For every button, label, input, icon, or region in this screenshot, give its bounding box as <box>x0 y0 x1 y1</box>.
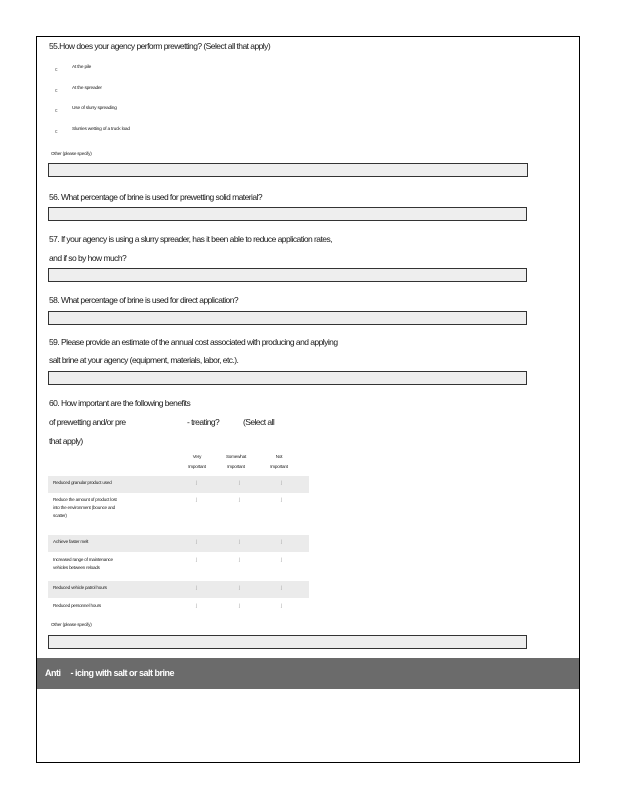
radio-not-important[interactable]: j <box>281 497 283 503</box>
q57-input[interactable] <box>48 268 527 282</box>
q59-input[interactable] <box>48 371 527 385</box>
radio-somewhat-important[interactable]: j <box>239 480 241 486</box>
column-header-not-important: Not Important <box>270 454 288 469</box>
grid-row <box>48 553 309 580</box>
q60-other-label: Other (please specify) <box>51 622 92 627</box>
q58-question: 58. What percentage of brine is used for direct application? <box>49 295 239 305</box>
row-label: Reduced personnel hours <box>53 603 102 608</box>
section-title: Anti - icing with salt or salt brine <box>45 668 175 678</box>
grid-row <box>48 476 309 493</box>
q55-other-input[interactable] <box>48 163 528 177</box>
grid-row <box>48 535 309 552</box>
q60-question-line2b: - treating? <box>187 417 220 427</box>
row-label: Achieve faster melt <box>53 539 89 544</box>
radio-not-important[interactable]: j <box>281 603 283 609</box>
grid-row <box>48 493 309 534</box>
grid-row <box>48 599 309 616</box>
radio-very-important[interactable]: j <box>196 557 198 563</box>
checkbox-slurry-spreading[interactable]: c <box>55 108 58 114</box>
radio-not-important[interactable]: j <box>281 585 283 591</box>
q55-question: 55.How does your agency perform prewetting? (Select all that apply) <box>49 41 271 51</box>
radio-very-important[interactable]: j <box>196 539 198 545</box>
q58-input[interactable] <box>48 311 527 325</box>
option-slurry-truck-load: Slurries wetting of a truck load <box>72 127 130 132</box>
radio-very-important[interactable]: j <box>196 585 198 591</box>
option-at-pile: At the pile <box>72 65 92 70</box>
q59-question-line2: salt brine at your agency (equipment, materials, labor, etc.). <box>49 355 239 365</box>
section-header-bar <box>37 658 579 689</box>
radio-not-important[interactable]: j <box>281 557 283 563</box>
radio-somewhat-important[interactable]: j <box>239 603 241 609</box>
row-label: Reduced granular product used <box>53 480 112 485</box>
q60-question-line2c: (Select all <box>243 417 275 427</box>
column-header-very-important: Very Important <box>188 454 206 469</box>
radio-very-important[interactable]: j <box>196 480 198 486</box>
option-at-spreader: At the spreader <box>72 86 102 91</box>
checkbox-at-pile[interactable]: c <box>55 67 58 73</box>
q60-question-line3: that apply) <box>49 436 83 446</box>
radio-somewhat-important[interactable]: j <box>239 585 241 591</box>
radio-not-important[interactable]: j <box>281 480 283 486</box>
q57-question-line2: and if so by how much? <box>49 253 127 263</box>
q56-question: 56. What percentage of brine is used for prewetting solid material? <box>49 192 263 202</box>
row-label: Reduced vehicle patrol hours <box>53 585 107 590</box>
q55-other-label: Other (please specify) <box>51 151 92 156</box>
radio-very-important[interactable]: j <box>196 603 198 609</box>
q56-input[interactable] <box>48 207 527 221</box>
q60-question-line1: 60. How important are the following benefits <box>49 398 191 408</box>
checkbox-slurry-truck-load[interactable]: c <box>55 129 58 135</box>
radio-not-important[interactable]: j <box>281 539 283 545</box>
q60-question-line2a: of prewetting and/or pre <box>49 417 126 427</box>
q60-other-input[interactable] <box>48 635 527 649</box>
radio-somewhat-important[interactable]: j <box>239 539 241 545</box>
row-label: Increased range of maintenance vehicles between reloads <box>53 557 113 570</box>
grid-row <box>48 581 309 598</box>
checkbox-at-spreader[interactable]: c <box>55 88 58 94</box>
option-slurry-spreading: Use of slurry spreading <box>72 106 117 111</box>
q59-question-line1: 59. Please provide an estimate of the annual cost associated with producing and applying <box>49 337 338 347</box>
q57-question-line1: 57. If your agency is using a slurry spreader, has it been able to reduce application rates, <box>49 234 332 244</box>
radio-somewhat-important[interactable]: j <box>239 557 241 563</box>
radio-very-important[interactable]: j <box>196 497 198 503</box>
column-header-somewhat-important: Somewhat Important <box>225 454 247 469</box>
radio-somewhat-important[interactable]: j <box>239 497 241 503</box>
row-label: Reduce the amount of product lost into the environment (bounce and scatter) <box>53 497 117 518</box>
